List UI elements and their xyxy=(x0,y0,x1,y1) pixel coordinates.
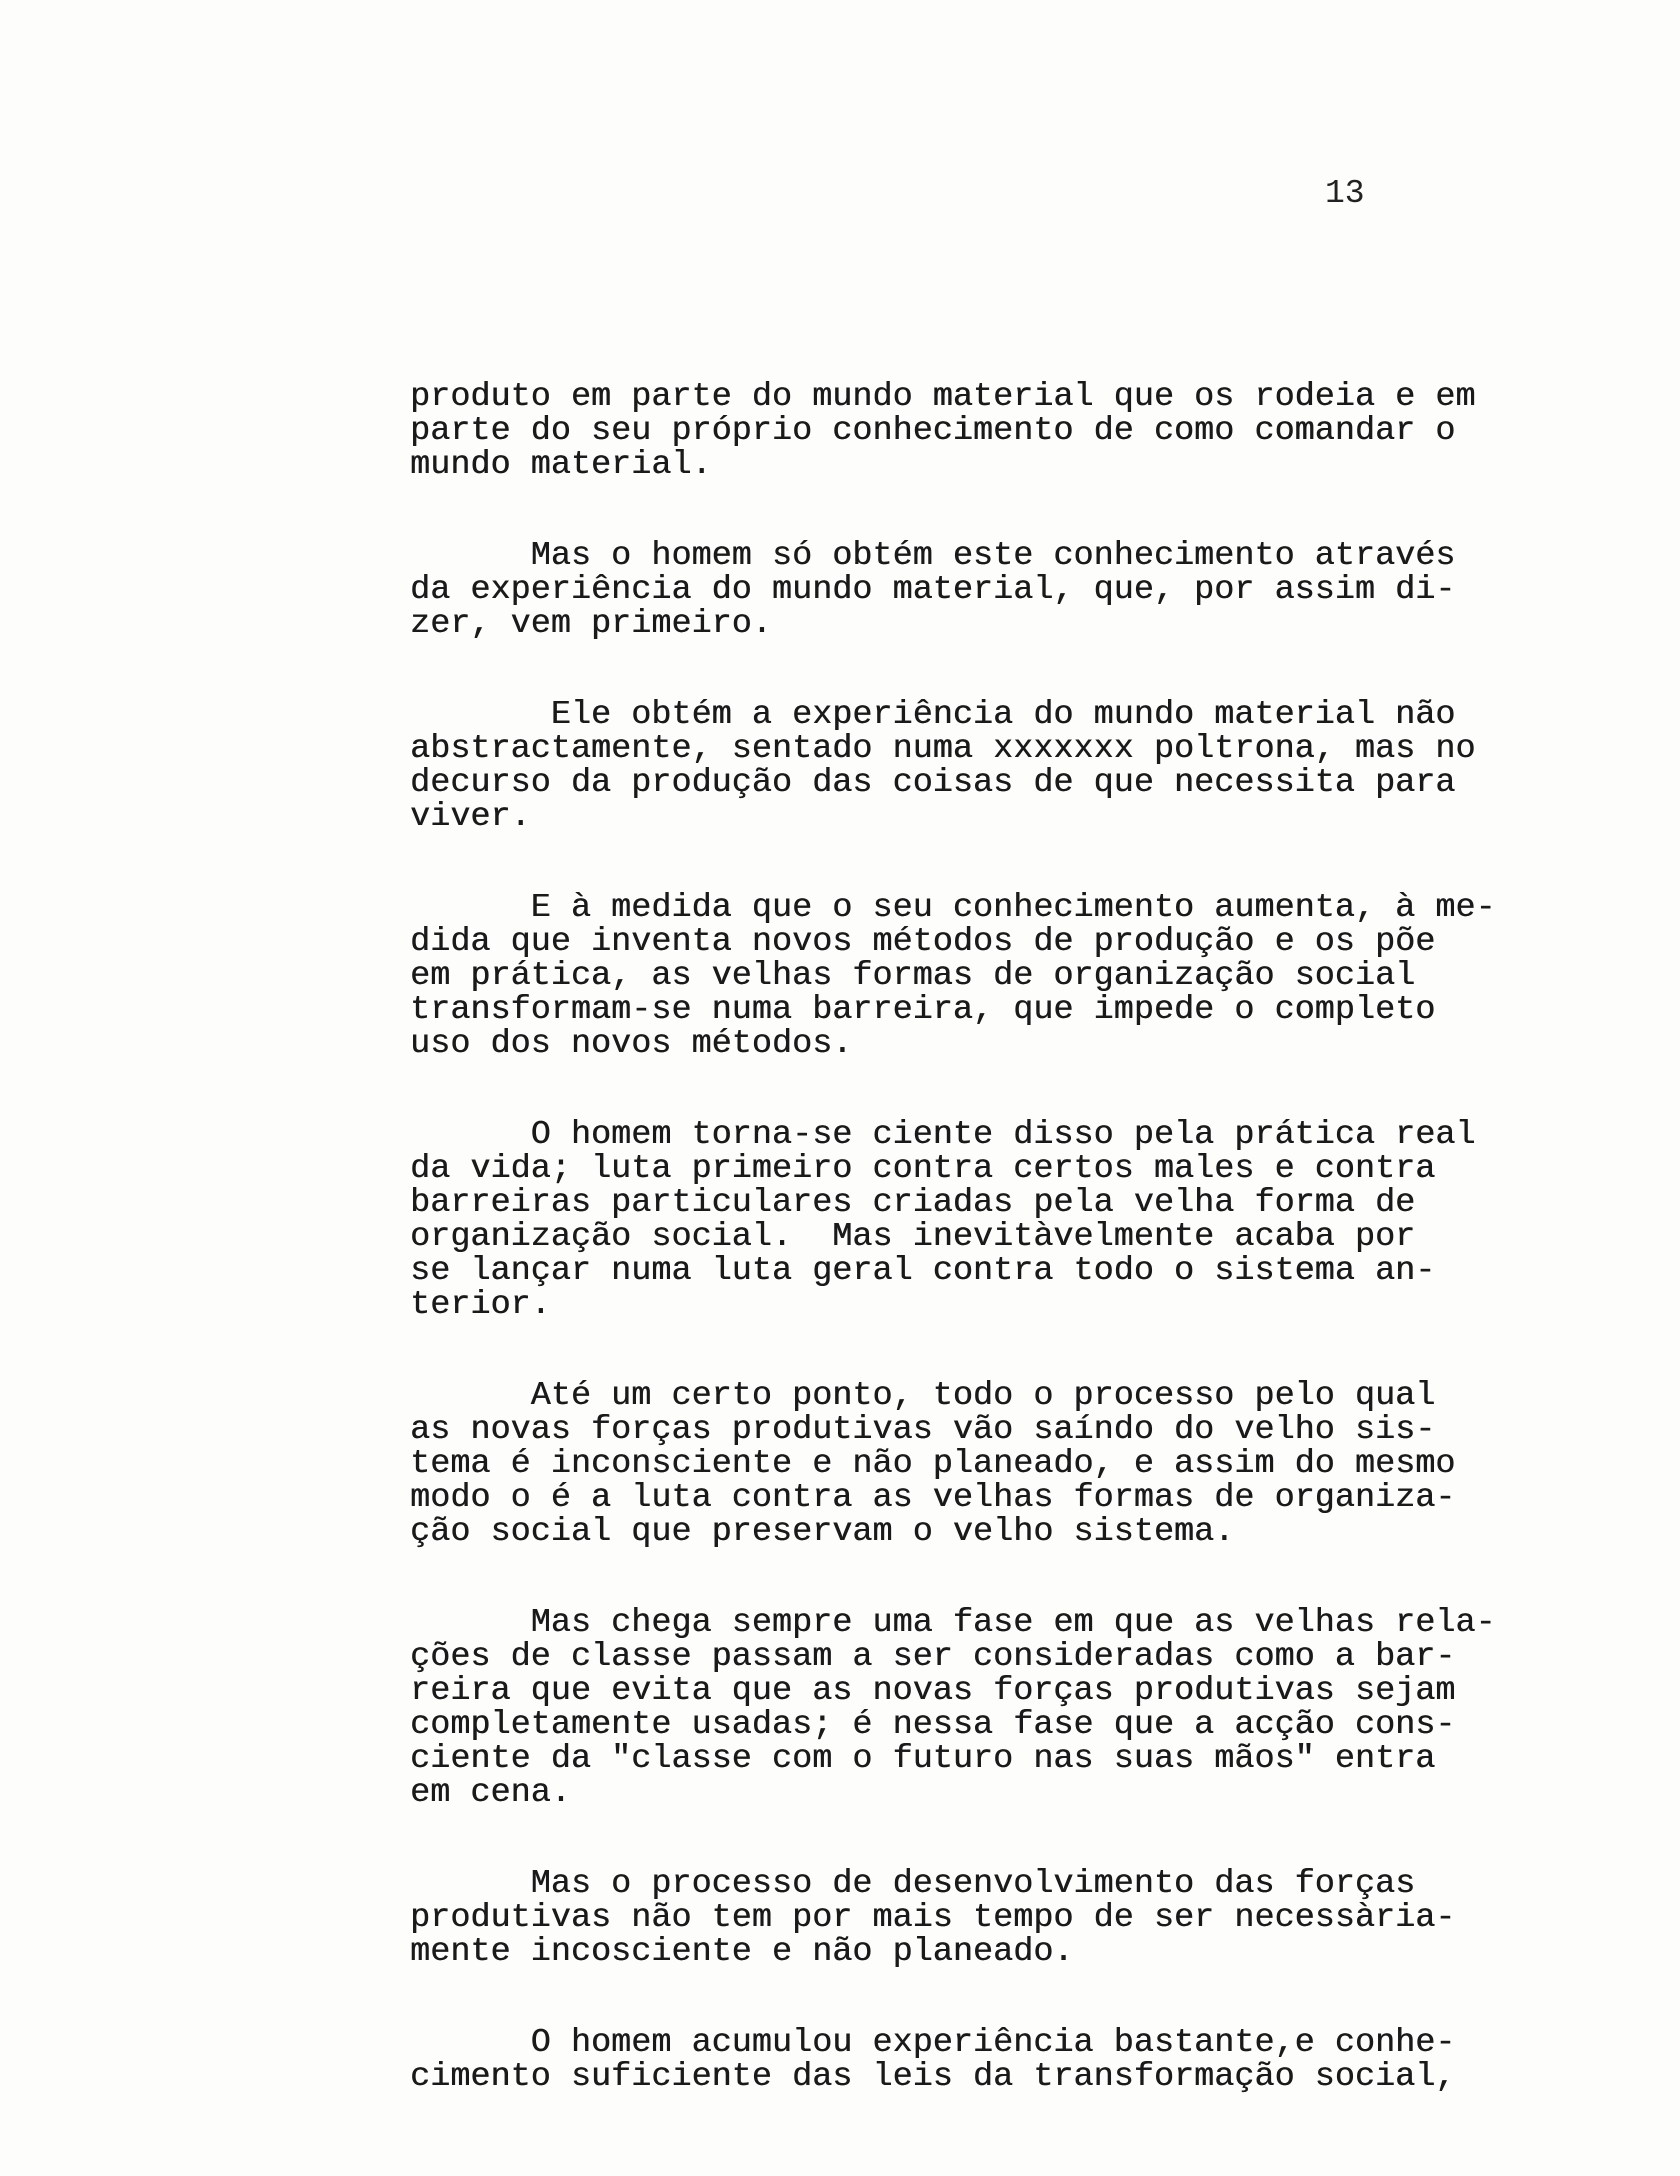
paragraph-3: Ele obtém a experiência do mundo material não abstractamente, sentado numa xxxxxxx poltrona, mas no decurso da produção das coisas de que necessita para viver. xyxy=(410,696,1476,836)
paragraph-9: O homem acumulou experiência bastante,e conhe- cimento suficiente das leis da transformação social, xyxy=(410,2024,1456,2096)
body-text xyxy=(410,380,1530,2151)
paragraph-2: Mas o homem só obtém este conhecimento através da experiência do mundo material, que, por assim di- zer, vem primeiro. xyxy=(410,537,1456,643)
paragraph-4: E à medida que o seu conhecimento aumenta, à me- dida que inventa novos métodos de produção e os põe em prática, as velhas formas de organização social transformam-se numa barreira, que impede o completo uso dos novos métodos. xyxy=(410,889,1496,1063)
paragraph-1: produto em parte do mundo material que os rodeia e em parte do seu próprio conhecimento de como comandar o mundo material. xyxy=(410,378,1476,484)
page-number: 13 xyxy=(1325,175,1365,212)
paragraph-5: O homem torna-se ciente disso pela prática real da vida; luta primeiro contra certos males e contra barreiras particulares criadas pela velha forma de organização social. Mas inevitàvelmente acaba por se lançar numa luta geral contra todo o sistema an- terior. xyxy=(410,1116,1476,1324)
paragraph-6: Até um certo ponto, todo o processo pelo qual as novas forças produtivas vão saíndo do velho sis- tema é inconsciente e não planeado, e assim do mesmo modo o é a luta contra as velhas formas de organiza- ção social que preservam o velho sistema. xyxy=(410,1377,1456,1551)
paragraph-7: Mas chega sempre uma fase em que as velhas rela- ções de classe passam a ser consideradas como a bar- reira que evita que as novas forças produtivas sejam completamente usadas; é nessa fase que a acção cons- ciente da "classe com o futuro nas suas mãos" entra em cena. xyxy=(410,1604,1496,1812)
paragraph-8: Mas o processo de desenvolvimento das forças produtivas não tem por mais tempo de ser necessària- mente incosciente e não planeado. xyxy=(410,1865,1456,1971)
